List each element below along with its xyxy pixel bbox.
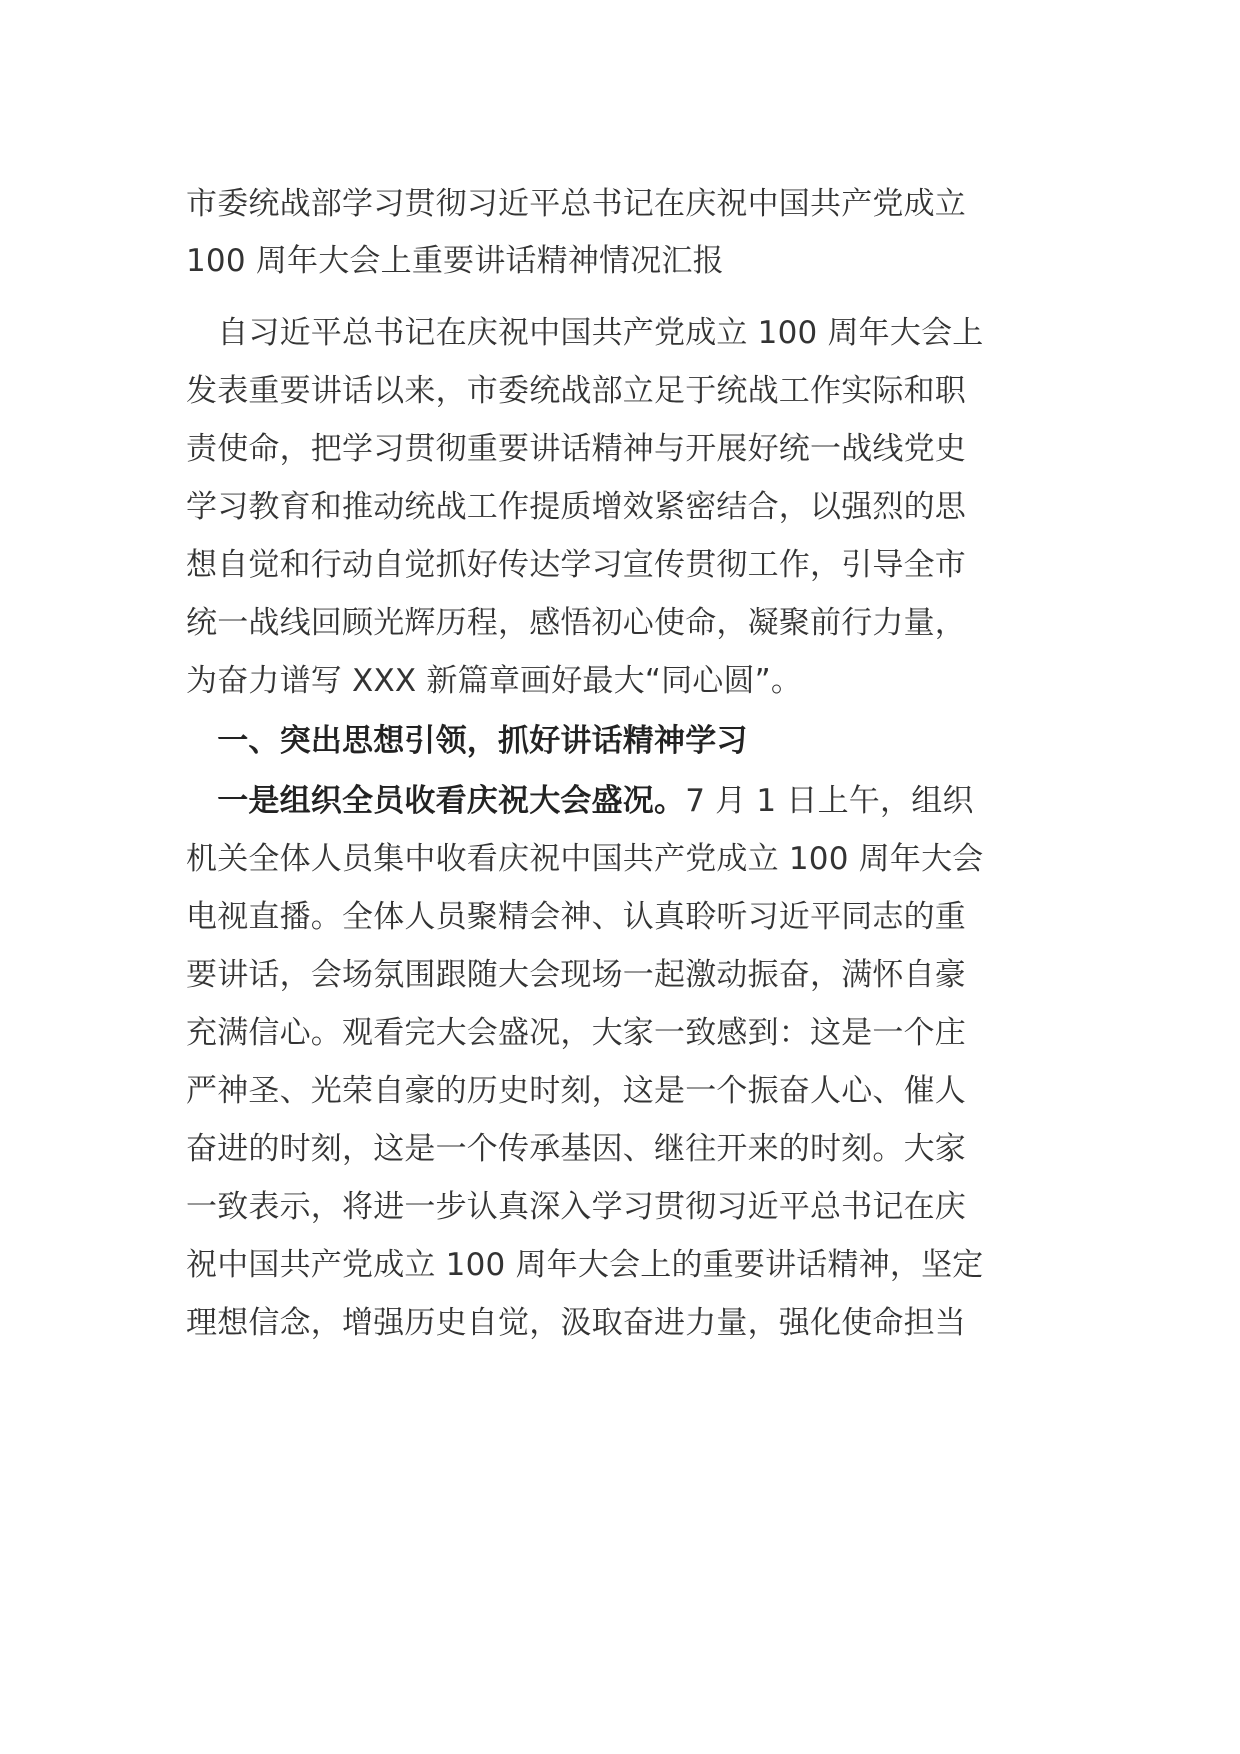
para1-line: 充满信心。观看完大会盛况，大家一致感到：这是一个庄 — [186, 1015, 966, 1051]
intro-line: 想自觉和行动自觉抓好传达学习宣传贯彻工作，引导全市 — [186, 547, 966, 583]
document-title-line-2: 100 周年大会上重要讲话精神情况汇报 — [186, 243, 724, 279]
section-heading: 一、突出思想引领，抓好讲话精神学习 — [186, 723, 748, 759]
para1-line: 机关全体人员集中收看庆祝中国共产党成立 100 周年大会 — [186, 841, 984, 877]
intro-line: 统一战线回顾光辉历程，感悟初心使命，凝聚前行力量， — [186, 605, 966, 641]
para1-line: 祝中国共产党成立 100 周年大会上的重要讲话精神，坚定 — [186, 1247, 984, 1283]
para1-first-line — [186, 781, 974, 821]
intro-line: 学习教育和推动统战工作提质增效紧密结合，以强烈的思 — [186, 489, 966, 525]
para1-line: 理想信念，增强历史自觉，汲取奋进力量，强化使命担当 — [186, 1305, 966, 1341]
para1-line: 要讲话，会场氛围跟随大会现场一起激动振奋，满怀自豪 — [186, 957, 966, 993]
para1-line: 严神圣、光荣自豪的历史时刻，这是一个振奋人心、催人 — [186, 1073, 966, 1109]
para1-line: 奋进的时刻，这是一个传承基因、继往开来的时刻。大家 — [186, 1131, 966, 1167]
intro-line: 责使命，把学习贯彻重要讲话精神与开展好统一战线党史 — [186, 431, 966, 467]
para1-line: 一致表示，将进一步认真深入学习贯彻习近平总书记在庆 — [186, 1189, 966, 1225]
para1-first-rest: 7 月 1 日上午，组织 — [685, 783, 974, 819]
intro-line: 为奋力谱写 XXX 新篇章画好最大“同心圆”。 — [186, 663, 803, 699]
intro-line: 自习近平总书记在庆祝中国共产党成立 100 周年大会上 — [186, 315, 984, 351]
intro-line: 发表重要讲话以来，市委统战部立足于统战工作实际和职 — [186, 373, 966, 409]
para1-line: 电视直播。全体人员聚精会神、认真聆听习近平同志的重 — [186, 899, 966, 935]
para1-lead: 一是组织全员收看庆祝大会盛况。 — [186, 783, 686, 819]
document-title-line-1: 市委统战部学习贯彻习近平总书记在庆祝中国共产党成立 — [186, 186, 966, 222]
